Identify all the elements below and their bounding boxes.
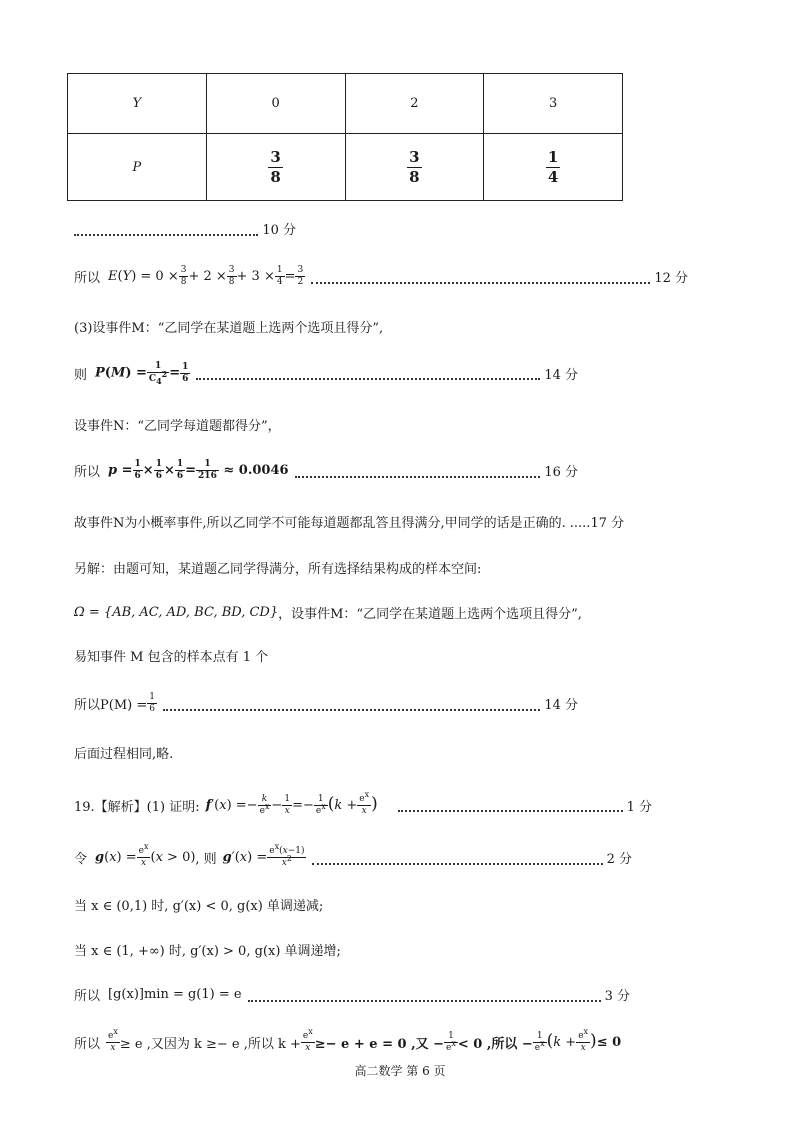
score-label: 10 分 xyxy=(262,223,296,238)
fraction-denominator: 8 xyxy=(270,167,281,186)
table-cell: 0 xyxy=(206,74,345,134)
formula-expectation: E(Y) = 0 × $\frac{3}{8}$ + 2 × $\frac{3}{8}$ + 3 × $\frac{1}{4}$ = $\frac{3}{2}$ xyxy=(108,265,304,287)
score-label: 3 分 xyxy=(604,989,630,1004)
text-line: 另解：由题可知，某道题乙同学得满分，所有选择结果构成的样本空间: xyxy=(74,562,482,577)
line-prefix: 19.【解析】(1) 证明: xyxy=(74,799,200,815)
line-prefix: 所以 xyxy=(74,271,101,286)
formula-part: ≥ e ,又因为 k ≥− e ,所以 k + xyxy=(119,1036,301,1052)
formula-min: [g(x)]min = g(1) = e xyxy=(108,987,242,1002)
fraction-denominator: 4 xyxy=(547,167,559,186)
text-body: 故事件N为小概率事件,所以乙同学不可能每道题都乱答且得满分,甲同学的话是正确的. xyxy=(74,516,566,531)
line-prefix: 令 xyxy=(74,852,88,867)
table-cell xyxy=(484,134,623,201)
line-prefix: 所以 xyxy=(74,465,101,480)
formula-g: g(x) = $\frac{e^x}{x}$ (x > 0) xyxy=(95,842,196,868)
probability-line xyxy=(74,460,578,481)
sample-space: Ω = {AB, AC, AD, BC, BD, CD} xyxy=(74,605,279,620)
score-line xyxy=(74,219,296,238)
fraction-numerator: 1 xyxy=(547,147,559,166)
formula-p: p = $\frac{1}{6}$ × $\frac{1}{6}$ × $\frac{1}{6}$ = $\frac{1}{216}$ ≈ 0.0046 xyxy=(108,459,289,481)
fraction: $\frac{e^x}{x}$ xyxy=(108,1026,118,1053)
dot-leader xyxy=(312,863,602,865)
formula-derivative: f′(x) =− $\frac{k}{e^x}$ − $\frac{1}{x}$ =− $\frac{1}{e^x}$ (k + $\frac{e^x}{x}$ ) xyxy=(205,790,378,816)
function-line xyxy=(74,842,632,868)
score-label: 12 分 xyxy=(654,271,688,286)
line-prefix: 则 xyxy=(74,367,88,383)
score-label: 16 分 xyxy=(544,465,578,480)
formula-part: < 0 ,所以 − xyxy=(457,1036,533,1052)
fraction: $\frac{1}{e^x}$ xyxy=(446,1030,456,1053)
formula-part: ≤ 0 xyxy=(596,1034,622,1050)
text-line: 设事件N：“乙同学每道题都得分”， xyxy=(74,419,281,434)
text-line: 当 x ∈ (1, +∞) 时, g′(x) > 0, g(x) 单调递增; xyxy=(74,944,341,959)
dot-leader xyxy=(295,476,541,478)
table-cell xyxy=(206,134,345,201)
distribution-table xyxy=(67,73,623,201)
table-row xyxy=(68,74,623,134)
line-prefix: 所以P(M) = xyxy=(74,698,148,713)
line-prefix: 所以 xyxy=(74,989,101,1004)
text-body: ，设事件M：“乙同学在某道题上选两个选项且得分”, xyxy=(278,607,582,622)
text-line xyxy=(74,512,624,531)
table-cell: Y xyxy=(68,74,207,134)
text-line: (3)设事件M：“乙同学在某道题上选两个选项且得分”, xyxy=(74,321,384,336)
minimum-line xyxy=(74,985,630,1004)
dot-leader xyxy=(248,1000,601,1002)
score-label: 14 分 xyxy=(544,698,578,713)
probability-line xyxy=(74,693,578,714)
conclusion-line xyxy=(74,1026,622,1053)
formula-pm: P(M) = $\frac{1}{C_4^2}$ = $\frac{1}{6}$ xyxy=(95,361,189,386)
fraction-numerator: 3 xyxy=(409,147,420,166)
table-cell xyxy=(345,134,484,201)
fraction-denominator: 8 xyxy=(409,167,420,186)
score-label: 14 分 xyxy=(544,367,578,383)
line-prefix: 所以 xyxy=(74,1036,101,1052)
text-line: 易知事件 M 包含的样本点有 1 个 xyxy=(74,650,269,665)
probability-line xyxy=(74,362,578,384)
dot-leader xyxy=(398,810,623,812)
derivative-line xyxy=(74,790,652,816)
score-label: .....17 分 xyxy=(569,516,625,531)
formula-paren: (k + $\frac{e^x}{x}$ ) xyxy=(546,1027,597,1053)
score-label: 1 分 xyxy=(626,799,652,815)
text-line: 后面过程相同,略. xyxy=(74,747,174,762)
fraction: $\frac{1}{6}$ xyxy=(149,692,155,714)
text-line xyxy=(74,603,582,622)
table-cell: 3 xyxy=(484,74,623,134)
approx-value: ≈ 0.0046 xyxy=(223,463,289,478)
fraction: $\frac{e^x}{x}$ xyxy=(302,1026,313,1053)
text-line: 当 x ∈ (0,1) 时, g′(x) < 0, g(x) 单调递减; xyxy=(74,899,324,914)
dot-leader xyxy=(163,709,540,711)
formula-part: ≥− e + e = 0 ,又 − xyxy=(314,1036,445,1052)
fraction-numerator: 3 xyxy=(270,147,281,166)
line-mid: , 则 xyxy=(195,852,217,867)
fraction: $\frac{1}{e^x}$ xyxy=(534,1030,545,1053)
table-row xyxy=(68,134,623,201)
table-cell: 2 xyxy=(345,74,484,134)
page-footer: 高二数学 第 6 页 xyxy=(354,1064,446,1078)
dot-leader xyxy=(196,378,540,380)
table-cell: P xyxy=(68,134,207,201)
dot-leader xyxy=(74,234,258,236)
score-label: 2 分 xyxy=(606,852,632,867)
expectation-line xyxy=(74,266,688,287)
dot-leader xyxy=(311,282,650,284)
formula-g-prime: g′(x) = $\frac{e^x(x-1)}{x^2}$ xyxy=(222,842,305,868)
